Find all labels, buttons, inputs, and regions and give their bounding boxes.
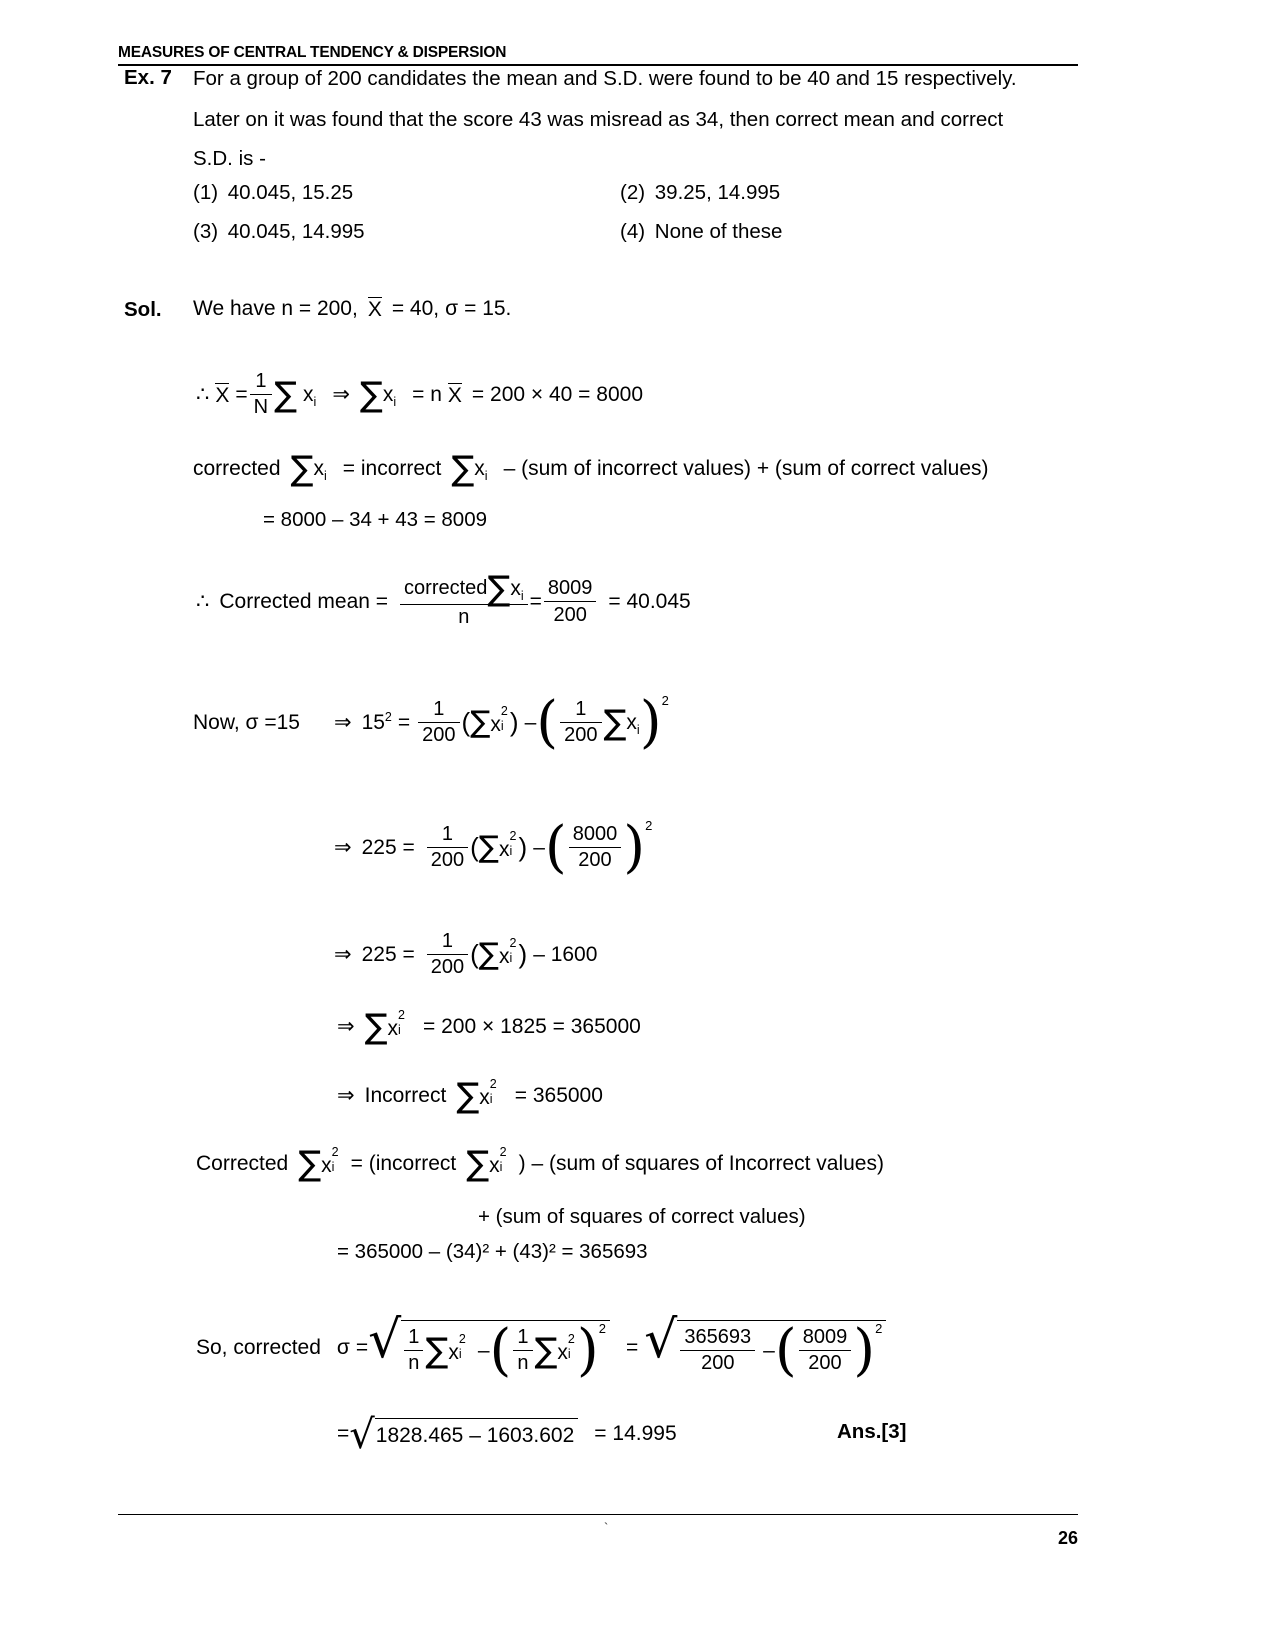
fraction-8009-over-200 xyxy=(544,577,597,626)
minus-sign: – xyxy=(524,710,537,734)
footer-rule xyxy=(118,1514,1078,1515)
variable-x-i-squared: x 2 i xyxy=(489,1145,507,1178)
step14-result: = 14.995 xyxy=(594,1422,677,1446)
step13-lead: So, corrected xyxy=(196,1336,321,1360)
square-root-1 xyxy=(368,1310,610,1383)
square-root-3 xyxy=(349,1412,578,1458)
fraction-numerator: 1 xyxy=(517,1325,529,1348)
option-4-text: None of these xyxy=(654,220,783,243)
summation-icon: ∑ xyxy=(478,830,500,866)
fraction-1-over-n xyxy=(404,1326,423,1375)
implies-symbol: ⇒ xyxy=(332,382,350,406)
fraction-denominator: N xyxy=(253,396,269,419)
exponent-2: 2 xyxy=(645,817,653,833)
solution-step-7 xyxy=(334,930,597,979)
variable-x-i-squared: x 2 i xyxy=(490,703,508,736)
close-paren: ) xyxy=(518,832,528,863)
option-4-id: (4) xyxy=(620,220,646,243)
radicand xyxy=(401,1318,610,1383)
summation-icon: ∑ xyxy=(456,1076,480,1116)
radicand xyxy=(677,1318,886,1383)
variable-x-i-squared: x 2 i xyxy=(479,1077,497,1110)
x-bar-symbol: X xyxy=(367,298,382,321)
fraction-bar xyxy=(427,847,468,848)
given-mean-eq: = 40, xyxy=(391,297,440,320)
given-sd-eq: = 15. xyxy=(464,297,512,320)
variable-x-i: $x_i$ xyxy=(382,382,397,409)
fraction-bar xyxy=(404,1350,423,1351)
minus-sign: – xyxy=(763,1338,775,1362)
variable-x-i-squared: x 2 i xyxy=(321,1145,339,1178)
fraction-denominator: 200 xyxy=(564,724,598,747)
fraction-bar xyxy=(427,954,468,955)
fraction-numerator xyxy=(400,569,528,609)
step7-tail: – 1600 xyxy=(533,942,598,966)
step9-result: = 365000 xyxy=(514,1084,603,1108)
open-paren-tall: ( xyxy=(489,1318,512,1383)
step2-text-2: = incorrect xyxy=(342,457,442,481)
step10-tail: ) – (sum of squares of Incorrect values) xyxy=(518,1152,884,1176)
therefore-symbol: ∴ xyxy=(196,382,210,406)
summation-icon: ∑ xyxy=(534,1330,558,1371)
implies-symbol: ⇒ xyxy=(337,1015,355,1039)
radical-sign-icon: √ xyxy=(349,1412,375,1458)
implies-symbol: ⇒ xyxy=(334,942,352,966)
step5-lead: Now, σ =15 xyxy=(193,710,300,734)
open-paren: ( xyxy=(470,832,479,863)
step10-mid: = (incorrect xyxy=(350,1152,457,1176)
summation-icon: ∑ xyxy=(466,1144,490,1184)
fraction-numerator: 365693 xyxy=(684,1325,752,1348)
exponent-2: 2 xyxy=(661,692,669,708)
open-paren-tall: ( xyxy=(536,690,559,755)
summation-icon: ∑ xyxy=(290,449,314,489)
summation-icon: ∑ xyxy=(298,1144,322,1184)
option-3-id: (3) xyxy=(193,220,219,243)
question-line-2: Later on it was found that the score 43 was misread as 34, then correct mean and correct xyxy=(193,108,1004,131)
option-2-text: 39.25, 14.995 xyxy=(654,181,781,204)
x-bar-symbol: X xyxy=(215,383,230,407)
implies-symbol: ⇒ xyxy=(333,710,352,734)
option-2-id: (2) xyxy=(620,181,646,204)
open-paren: ( xyxy=(470,939,479,970)
step7-lhs: 225 = xyxy=(361,942,415,966)
option-1-text: 40.045, 15.25 xyxy=(227,181,354,204)
fraction-denominator: 200 xyxy=(578,849,612,872)
option-4[interactable] xyxy=(620,220,782,244)
summation-icon: ∑ xyxy=(425,1330,449,1371)
variable-x-i: $x_i$ xyxy=(474,457,488,484)
solution-step-5 xyxy=(193,690,669,755)
fraction-numerator: 8009 xyxy=(547,577,593,600)
square-root-2 xyxy=(644,1310,886,1383)
fraction-bar xyxy=(680,1350,755,1351)
question-label: Ex. 7 xyxy=(124,66,172,89)
radicand: 1828.465 – 1603.602 xyxy=(375,1418,579,1449)
variable-x-i: $x_i$ xyxy=(303,382,317,409)
exponent-2: 2 xyxy=(875,1320,883,1336)
fraction-bar xyxy=(560,722,601,723)
step4-label: Corrected mean = xyxy=(219,590,389,614)
implies-symbol: ⇒ xyxy=(334,835,352,859)
solution-step-9 xyxy=(337,1076,603,1116)
fraction-denominator: 200 xyxy=(553,603,587,626)
open-paren-tall: ( xyxy=(774,1318,797,1383)
fraction-denominator: 200 xyxy=(422,724,456,747)
solution-step-14 xyxy=(337,1412,677,1458)
summation-icon: ∑ xyxy=(478,937,500,973)
option-2[interactable] xyxy=(620,181,780,205)
equals-sign: = xyxy=(397,710,411,734)
page-header xyxy=(118,44,1078,66)
minus-sign: – xyxy=(477,1338,490,1362)
option-3-text: 40.045, 14.995 xyxy=(227,220,365,243)
equals-sign: = xyxy=(235,382,248,406)
step2-text-1: corrected xyxy=(193,457,281,481)
question-line-1: For a group of 200 candidates the mean and S.D. were found to be 40 and 15 respectively. xyxy=(193,67,1017,90)
summation-icon: ∑ xyxy=(603,702,627,743)
footer-tick-mark: ` xyxy=(604,1520,609,1535)
fraction-denominator: 200 xyxy=(430,849,465,872)
summation-icon: ∑ xyxy=(470,705,491,741)
summation-icon: ∑ xyxy=(487,569,511,609)
variable-x-i-squared: x 2 i xyxy=(448,1331,466,1364)
step4-result: = 40.045 xyxy=(608,590,691,614)
close-paren-tall: ) xyxy=(853,1318,876,1383)
step6-lhs: 225 = xyxy=(361,835,415,859)
step4-num-text: corrected xyxy=(404,577,488,600)
equals-sign: = xyxy=(626,1336,639,1360)
variable-x-i-squared: x 2 i xyxy=(387,1008,405,1041)
option-1[interactable] xyxy=(193,181,353,205)
equals-sign: = xyxy=(355,1336,369,1360)
fraction-denominator: n xyxy=(458,606,470,629)
variable-x-i: $x_i$ xyxy=(510,576,524,603)
fraction-numerator: 1 xyxy=(255,370,267,392)
fraction-1-over-200 xyxy=(418,698,459,747)
step9-label: Incorrect xyxy=(364,1084,447,1108)
open-paren: ( xyxy=(461,707,471,738)
fraction-denominator: 200 xyxy=(808,1352,842,1375)
variable-x-i: $x_i$ xyxy=(313,457,327,484)
radical-sign-icon: √ xyxy=(368,1310,402,1370)
fraction-numerator: 1 xyxy=(408,1325,420,1348)
fraction-corrected-sum-over-n xyxy=(400,569,528,629)
solution-step-12: = 365000 – (34)² + (43)² = 365693 xyxy=(337,1240,648,1263)
solution-step-10 xyxy=(196,1144,884,1184)
summation-icon: ∑ xyxy=(359,374,383,415)
fraction-1-over-200 xyxy=(427,823,468,872)
fraction-1-over-200 xyxy=(427,930,468,979)
close-paren-tall: ) xyxy=(623,815,646,880)
solution-step-6 xyxy=(334,815,653,880)
equals-sign: = xyxy=(337,1422,350,1446)
fraction-1-over-n xyxy=(513,1326,532,1375)
solution-step-4 xyxy=(196,569,691,629)
fraction-numerator: 8009 xyxy=(802,1325,848,1348)
fraction-8000-over-200 xyxy=(569,823,622,872)
fraction-bar xyxy=(418,722,459,723)
step10-lead: Corrected xyxy=(196,1152,289,1176)
header-rule xyxy=(118,64,1078,66)
fraction-denominator: n xyxy=(517,1352,529,1375)
header-title: MEASURES OF CENTRAL TENDENCY & DISPERSION xyxy=(118,44,507,61)
fraction-numerator: 1 xyxy=(441,930,453,952)
fraction-numerator: 1 xyxy=(433,697,445,720)
close-paren-tall: ) xyxy=(639,690,662,755)
option-3[interactable] xyxy=(193,220,365,244)
exponent-2: 2 xyxy=(598,1320,607,1336)
fraction-denominator: 200 xyxy=(430,956,465,979)
fraction-bar xyxy=(569,847,622,848)
solution-step-8 xyxy=(337,1007,641,1047)
answer-label: Ans.[3] xyxy=(837,1420,907,1443)
step8-result: = 200 × 1825 = 365000 xyxy=(423,1015,641,1039)
minus-sign: – xyxy=(533,835,545,859)
step1-result: = 200 × 40 = 8000 xyxy=(471,382,643,406)
therefore-symbol: ∴ xyxy=(196,590,210,614)
close-paren-tall: ) xyxy=(576,1318,599,1383)
solution-label: Sol. xyxy=(124,298,162,321)
variable-x-i: $x_i$ xyxy=(626,710,640,737)
fraction-bar xyxy=(544,601,597,602)
fraction-numerator: 1 xyxy=(575,697,587,720)
step2-text-3: – (sum of incorrect values) + (sum of correct values) xyxy=(503,457,989,481)
sigma-symbol: σ xyxy=(336,1336,350,1360)
open-paren-tall: ( xyxy=(544,815,567,880)
fraction-numerator: 8000 xyxy=(572,822,618,845)
close-paren: ) xyxy=(518,939,528,970)
solution-given-line xyxy=(193,297,511,320)
close-paren: ) xyxy=(509,707,519,738)
solution-step-1 xyxy=(196,370,643,419)
variable-x-i-squared: x 2 i xyxy=(499,828,517,861)
fraction-one-over-n xyxy=(250,370,272,419)
summation-icon: ∑ xyxy=(451,449,475,489)
solution-step-2 xyxy=(193,449,989,489)
step5-lhs: $15^2$ xyxy=(361,710,392,735)
option-1-id: (1) xyxy=(193,181,219,204)
equals-sign: = xyxy=(529,590,542,614)
sigma-symbol: σ xyxy=(445,297,459,320)
radical-sign-icon: √ xyxy=(644,1310,678,1370)
fraction-bar xyxy=(513,1350,532,1351)
fraction-bar xyxy=(799,1350,852,1351)
fraction-365693-over-200 xyxy=(680,1326,755,1375)
question-line-3: S.D. is - xyxy=(193,147,266,170)
solution-step-11: + (sum of squares of correct values) xyxy=(478,1205,806,1228)
x-bar-symbol: X xyxy=(447,383,462,407)
solution-step-3: = 8000 – 34 + 43 = 8009 xyxy=(263,508,487,531)
page-number: 26 xyxy=(1057,1528,1078,1548)
fraction-bar xyxy=(250,394,272,395)
summation-icon: ∑ xyxy=(364,1007,388,1047)
variable-x-i-squared: x 2 i xyxy=(557,1331,575,1364)
fraction-denominator: n xyxy=(408,1352,420,1375)
fraction-8009-over-200 xyxy=(799,1326,852,1375)
solution-step-13 xyxy=(196,1310,886,1383)
fraction-1-over-200 xyxy=(560,698,601,747)
implies-symbol: ⇒ xyxy=(337,1084,355,1108)
fraction-denominator: 200 xyxy=(701,1352,735,1375)
variable-x-i-squared: x 2 i xyxy=(499,935,517,968)
given-prefix: We have n = 200, xyxy=(193,297,358,320)
fraction-numerator: 1 xyxy=(441,822,453,845)
summation-icon: ∑ xyxy=(274,374,298,415)
step1-rhs: = n xyxy=(412,382,442,406)
